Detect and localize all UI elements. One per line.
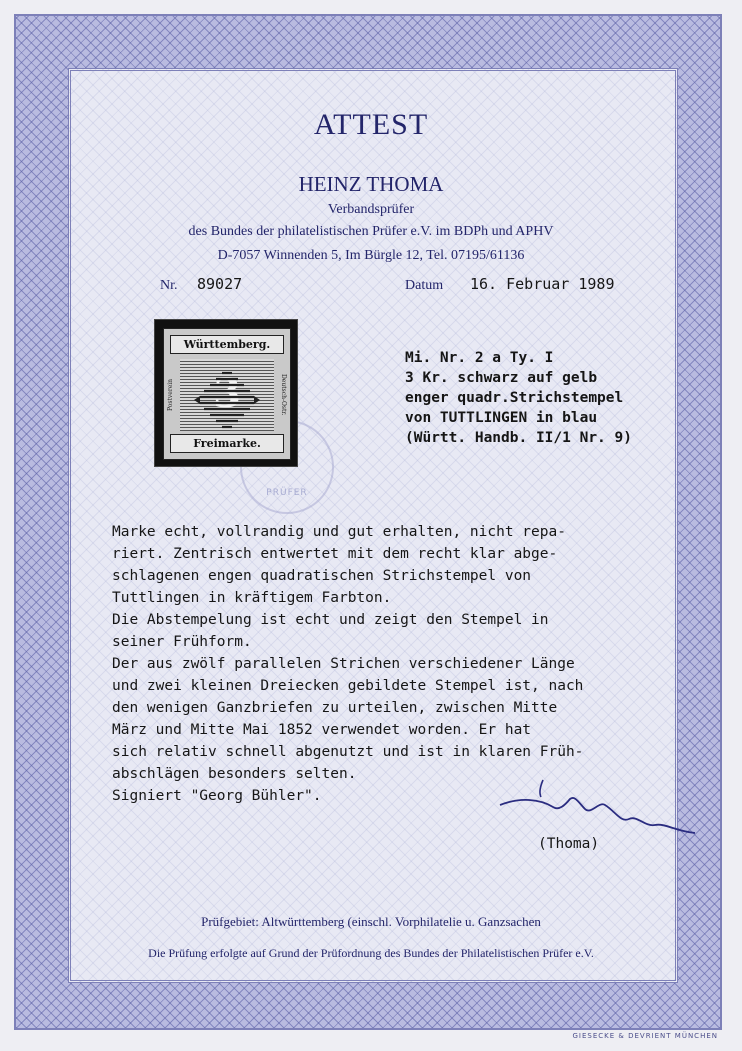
examiner-affiliation: des Bundes der philatelistischen Prüfer e.V. im BDPh und APHV bbox=[188, 224, 554, 239]
body-line: seiner Frühform. bbox=[112, 634, 252, 650]
body-line: Tuttlingen in kräftigem Farbton. bbox=[112, 590, 392, 606]
examination-regulation: Die Prüfung erfolgte auf Grund der Prüfordnung des Bundes der Philatelistischen Prüfer e.V. bbox=[148, 946, 594, 960]
stamp-left-label: Postverein bbox=[167, 378, 174, 412]
stamp-bottom-label: Freimarke. bbox=[170, 434, 284, 453]
examiner-address: D-7057 Winnenden 5, Im Bürgle 12, Tel. 07195/61136 bbox=[217, 248, 525, 263]
examination-scope: Prüfgebiet: Altwürttemberg (einschl. Vorphilatelie u. Ganzsachen bbox=[201, 914, 541, 929]
stamp-numeral: 3 bbox=[213, 370, 241, 417]
body-line: März und Mitte Mai 1852 verwendet worden. Er hat bbox=[112, 722, 532, 738]
body-line: Die Abstempelung ist echt und zeigt den Stempel in bbox=[112, 612, 549, 628]
examiner-name: HEINZ THOMA bbox=[298, 172, 444, 196]
number-label: Nr. bbox=[160, 278, 178, 293]
certificate-date: 16. Februar 1989 bbox=[470, 275, 615, 293]
cancellation-mark-icon bbox=[192, 365, 262, 435]
body-line: Signiert "Georg Bühler". bbox=[112, 788, 322, 804]
body-line: den wenigen Ganzbriefen zu urteilen, zwischen Mitte bbox=[112, 700, 558, 716]
handwritten-signature-icon bbox=[495, 775, 705, 845]
stamp-handbook-reference: (Württ. Handb. II/1 Nr. 9) bbox=[405, 430, 632, 446]
stamp-cancel-place: von TUTTLINGEN in blau bbox=[405, 410, 598, 426]
stamp-image bbox=[155, 320, 297, 466]
stamp-catalog-number: Mi. Nr. 2 a Ty. I bbox=[405, 350, 554, 366]
stamp-value-color: 3 Kr. schwarz auf gelb bbox=[405, 370, 598, 386]
body-line: Der aus zwölf parallelen Strichen verschiedener Länge bbox=[112, 656, 575, 672]
stamp-design bbox=[163, 328, 291, 460]
printer-mark: GIESECKE & DEVRIENT MÜNCHEN bbox=[572, 1032, 718, 1040]
certificate-number: 89027 bbox=[197, 275, 243, 293]
stamp-top-label: Württemberg. bbox=[170, 335, 284, 354]
body-line: sich relativ schnell abgenutzt und ist in klaren Früh- bbox=[112, 744, 584, 760]
signature-name: (Thoma) bbox=[538, 836, 600, 852]
stamp-right-label: Deutsch-Östr. bbox=[280, 374, 287, 416]
body-line: Marke echt, vollrandig und gut erhalten, nicht repa- bbox=[112, 524, 566, 540]
seal-text: PRÜFER bbox=[266, 488, 308, 498]
body-line: und zwei kleinen Dreiecken gebildete Stempel ist, nach bbox=[112, 678, 584, 694]
stamp-cancel-type: enger quadr.Strichstempel bbox=[405, 390, 624, 406]
examiner-role: Verbandsprüfer bbox=[327, 202, 415, 217]
certificate-title: ATTEST bbox=[313, 108, 429, 141]
body-line: abschlägen besonders selten. bbox=[112, 766, 357, 782]
body-line: schlagenen engen quadratischen Strichstempel von bbox=[112, 568, 532, 584]
body-line: riert. Zentrisch entwertet mit dem recht klar abge- bbox=[112, 546, 558, 562]
date-label: Datum bbox=[405, 278, 444, 293]
